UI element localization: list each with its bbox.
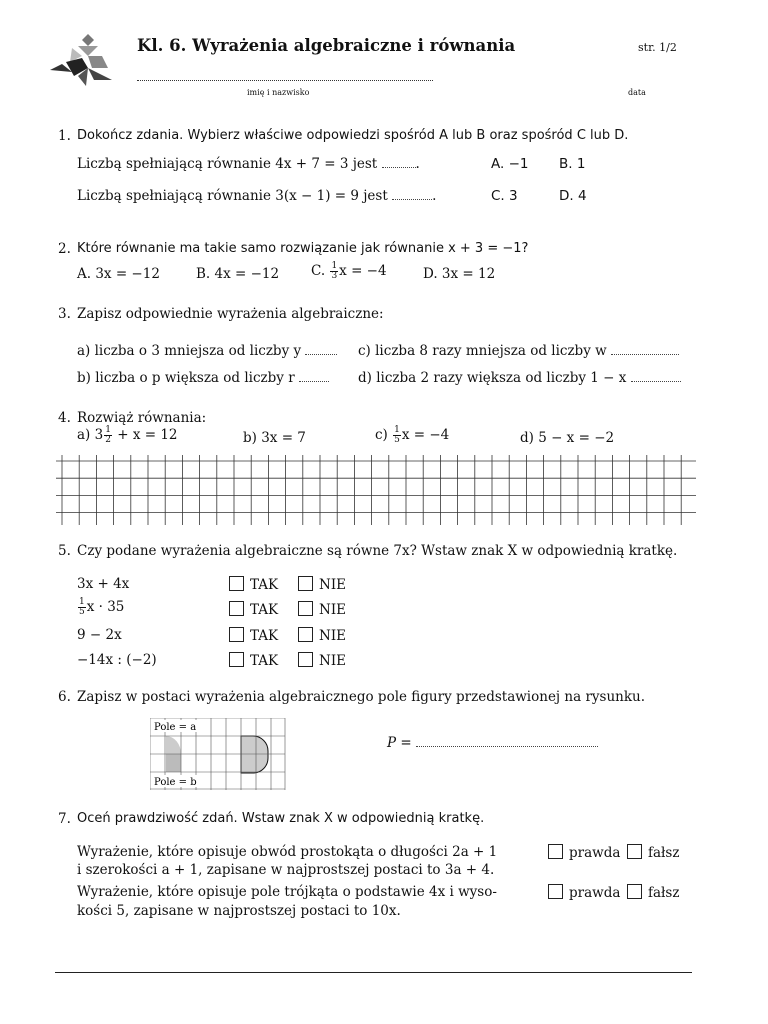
q3-item-c: c) liczba 8 razy mniejsza od liczby w xyxy=(358,343,679,359)
q2-text: Które równanie ma takie samo rozwiązanie jak równanie x + 3 = −1? xyxy=(77,241,529,256)
q7-s1-line1: Wyrażenie, które opisuje obwód prostokąta o długości 2a + 1 xyxy=(77,844,498,860)
tangram-logo xyxy=(48,32,114,88)
checkbox[interactable] xyxy=(298,576,313,591)
q1-line2: Liczbą spełniającą równanie 3(x − 1) = 9 jest . xyxy=(77,188,437,204)
q5-expr-1: 3x + 4x xyxy=(77,576,130,592)
q5-expr-4: −14x : (−2) xyxy=(77,652,157,668)
q7-s2-false[interactable]: fałsz xyxy=(627,884,679,901)
q5-row3-no[interactable]: NIE xyxy=(298,627,346,644)
q4-number: 4. xyxy=(58,410,71,426)
q2-number: 2. xyxy=(58,241,71,257)
q4-item-d: d) 5 − x = −2 xyxy=(520,430,615,446)
q1-option-c[interactable]: C. 3 xyxy=(491,188,518,204)
q5-row4-yes[interactable]: TAK xyxy=(229,652,278,669)
q5-row2-yes[interactable]: TAK xyxy=(229,601,278,618)
q7-s2-true[interactable]: prawda xyxy=(548,884,620,901)
checkbox[interactable] xyxy=(229,576,244,591)
q3-item-b: b) liczba o p większa od liczby r xyxy=(77,370,329,386)
q3-text: Zapisz odpowiednie wyrażenia algebraiczne: xyxy=(77,306,384,322)
q1-number: 1. xyxy=(58,128,71,144)
q7-s2-line1: Wyrażenie, które opisuje pole trójkąta o podstawie 4x i wyso- xyxy=(77,884,497,900)
area-figure xyxy=(150,718,286,790)
q2-option-a[interactable]: A. 3x = −12 xyxy=(77,266,160,282)
q4-item-a: a) 3 $\frac{1}{2}$ + x = 12 xyxy=(77,425,178,445)
checkbox[interactable] xyxy=(298,652,313,667)
q5-expr-2: $\frac{1}{5}$ x · 35 xyxy=(79,597,125,617)
q3-number: 3. xyxy=(58,306,71,322)
name-label: imię i nazwisko xyxy=(247,88,310,97)
checkbox[interactable] xyxy=(298,601,313,616)
answer-grid[interactable] xyxy=(56,455,696,525)
label-pole-b: Pole = b xyxy=(154,777,197,788)
q5-row2-no[interactable]: NIE xyxy=(298,601,346,618)
q7-s2-line2: kości 5, zapisane w najprostszej postaci to 10x. xyxy=(77,903,401,919)
q7-s1-line2: i szerokości a + 1, zapisane w najprostszej postaci to 3a + 4. xyxy=(77,862,495,878)
checkbox[interactable] xyxy=(627,844,642,859)
q5-row3-yes[interactable]: TAK xyxy=(229,627,278,644)
q1-line1: Liczbą spełniającą równanie 4x + 7 = 3 jest . xyxy=(77,156,420,172)
q1-option-d[interactable]: D. 4 xyxy=(559,188,587,204)
q7-number: 7. xyxy=(58,811,71,827)
q5-row1-no[interactable]: NIE xyxy=(298,576,346,593)
q6-answer[interactable]: P = xyxy=(387,735,598,751)
checkbox[interactable] xyxy=(229,627,244,642)
q7-s1-true[interactable]: prawda xyxy=(548,844,620,861)
q2-option-c[interactable]: C. $\frac{1}{3}$ x = −4 xyxy=(311,261,387,281)
q5-text: Czy podane wyrażenia algebraiczne są równe 7x? Wstaw znak X w odpowiednią kratkę. xyxy=(77,543,678,559)
q1-text: Dokończ zdania. Wybierz właściwe odpowiedzi spośród A lub B oraz spośród C lub D. xyxy=(77,128,629,143)
q7-text: Oceń prawdziwość zdań. Wstaw znak X w odpowiednią kratkę. xyxy=(77,811,485,826)
checkbox[interactable] xyxy=(229,652,244,667)
q4-item-b: b) 3x = 7 xyxy=(243,430,306,446)
q5-row1-yes[interactable]: TAK xyxy=(229,576,278,593)
q6-number: 6. xyxy=(58,689,71,705)
q3-item-a: a) liczba o 3 mniejsza od liczby y xyxy=(77,343,337,359)
date-label: data xyxy=(628,88,646,97)
checkbox[interactable] xyxy=(229,601,244,616)
q6-text: Zapisz w postaci wyrażenia algebraicznego pole figury przedstawionej na rysunku. xyxy=(77,689,646,705)
q5-row4-no[interactable]: NIE xyxy=(298,652,346,669)
checkbox[interactable] xyxy=(298,627,313,642)
name-input-line[interactable] xyxy=(137,72,433,81)
q5-number: 5. xyxy=(58,543,71,559)
label-pole-a: Pole = a xyxy=(154,722,197,733)
checkbox[interactable] xyxy=(548,884,563,899)
q4-text: Rozwiąż równania: xyxy=(77,410,207,426)
q7-s1-false[interactable]: fałsz xyxy=(627,844,679,861)
q4-item-c: c) $\frac{1}{5}$ x = −4 xyxy=(375,425,450,445)
footer-divider xyxy=(55,972,692,973)
checkbox[interactable] xyxy=(548,844,563,859)
q5-expr-3: 9 − 2x xyxy=(77,627,122,643)
page-number: str. 1/2 xyxy=(638,41,677,54)
q3-item-d: d) liczba 2 razy większa od liczby 1 − x xyxy=(358,370,681,386)
q2-option-d[interactable]: D. 3x = 12 xyxy=(423,266,496,282)
checkbox[interactable] xyxy=(627,884,642,899)
q1-option-a[interactable]: A. −1 xyxy=(491,156,529,172)
worksheet-title: Kl. 6. Wyrażenia algebraiczne i równania xyxy=(137,36,516,55)
q2-option-b[interactable]: B. 4x = −12 xyxy=(196,266,280,282)
q1-option-b[interactable]: B. 1 xyxy=(559,156,586,172)
